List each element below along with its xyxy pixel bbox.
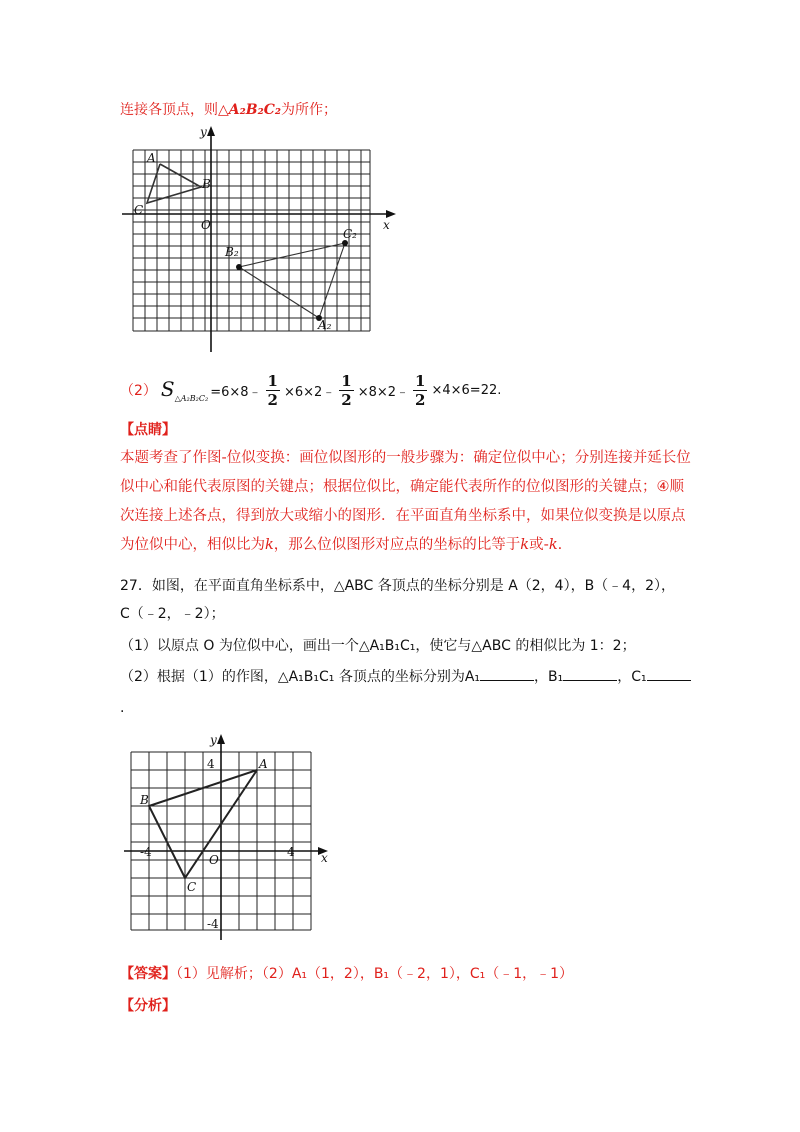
frac-den-2: 2 <box>341 390 352 409</box>
fraction-3 <box>413 372 427 409</box>
formula-s <box>161 377 208 403</box>
dianjing-l4c: 或- <box>529 537 549 553</box>
x-tick-4: 4 <box>287 845 295 859</box>
label-a-2: A <box>259 757 268 771</box>
q27-p2c: ，C₁ <box>617 669 647 685</box>
intro-prefix: 连接各顶点，则△ <box>120 102 229 118</box>
label-b2: B₂ <box>225 245 239 259</box>
x-tick-neg4: -4 <box>140 845 152 859</box>
frac-den-3: 2 <box>415 390 426 409</box>
origin-label-1: O <box>201 218 211 232</box>
analysis-title: 【分析】 <box>120 998 176 1014</box>
blank-c1[interactable] <box>647 666 691 681</box>
x-axis-arrow-icon <box>386 210 396 218</box>
dianjing-line-4 <box>120 531 700 560</box>
x-axis-label-2: x <box>321 851 328 865</box>
dianjing-paragraph <box>120 444 700 560</box>
q27-part-2 <box>120 666 691 687</box>
origin-label-2: O <box>209 853 219 867</box>
y-axis-arrow-icon <box>207 126 215 136</box>
formula-t0: =6×8﹣ <box>210 384 262 400</box>
formula-s-sub: △A₂B₂C₂ <box>174 394 209 403</box>
grid-lines-1 <box>133 150 370 331</box>
label-c2: C₂ <box>343 227 357 241</box>
blank-a1[interactable] <box>480 666 534 681</box>
answer-text: （1）见解析；（2）A₁（1，2），B₁（﹣2，1），C₁（﹣1，﹣1） <box>176 966 574 982</box>
label-b: B <box>202 177 211 191</box>
label-b-2: B <box>140 793 149 807</box>
dianjing-k-1: k <box>265 537 274 553</box>
y-tick-neg4: -4 <box>207 917 219 931</box>
y-axis-label-1: y <box>200 125 207 139</box>
dianjing-line-3: 次连接上述各点，得到放大或缩小的图形．在平面直角坐标系中，如果位似变换是以原点 <box>120 508 686 524</box>
intro-triangle: A₂B₂C₂ <box>228 102 282 118</box>
dianjing-line-2: 似中心和能代表原图的关键点；根据位似比，确定能代表所作的位似图形的关键点；④顺 <box>120 479 684 495</box>
formula-t3: ×4×6=22. <box>431 382 502 398</box>
q27-line-2: C（﹣2，﹣2）； <box>120 606 225 622</box>
frac-den-1: 2 <box>267 390 278 409</box>
q27-part-1: （1）以原点 O 为位似中心，画出一个△A₁B₁C₁，使它与△ABC 的相似比为 1：2； <box>120 638 636 654</box>
dianjing-k-2: k <box>520 537 530 553</box>
q27-p2b: ，B₁ <box>534 669 564 685</box>
dianjing-l4a: 为位似中心，相似比为 <box>120 537 265 553</box>
figure-grid-2 <box>120 728 340 943</box>
dianjing-l4d: . <box>557 537 563 553</box>
dianjing-title: 【点睛】 <box>120 422 176 438</box>
formula-part: （2） <box>120 383 157 399</box>
formula-t2: ×8×2﹣ <box>357 384 410 400</box>
dianjing-k-3: k <box>548 537 558 553</box>
q27-line-1: 27．如图，在平面直角坐标系中，△ABC 各顶点的坐标分别是 A（2，4），B（﹣4，2）， <box>120 578 676 594</box>
fraction-2 <box>339 372 353 409</box>
fraction-1 <box>266 372 280 409</box>
y-tick-4: 4 <box>207 757 215 771</box>
q27-dot: . <box>120 700 125 716</box>
label-c: C <box>134 203 144 217</box>
intro-line <box>120 100 337 120</box>
label-c-2: C <box>187 880 197 894</box>
frac-num-1: 1 <box>267 371 278 390</box>
figure-grid-1 <box>120 122 410 357</box>
formula-t1: ×6×2﹣ <box>283 384 336 400</box>
frac-num-2: 1 <box>341 371 352 390</box>
intro-suffix: 为所作； <box>281 102 338 118</box>
point-b2-dot <box>236 264 242 270</box>
answer-line <box>120 964 573 984</box>
q27-p2a: （2）根据（1）的作图，△A₁B₁C₁ 各顶点的坐标分别为A₁ <box>120 669 481 685</box>
label-a2: A₂ <box>318 318 332 332</box>
area-formula <box>120 368 501 412</box>
frac-num-3: 1 <box>415 371 426 390</box>
answer-title: 【答案】 <box>120 966 176 982</box>
y-axis-arrow-icon-2 <box>217 734 225 744</box>
triangle-a2b2c2 <box>239 243 345 318</box>
formula-s-letter: S <box>160 377 175 401</box>
blank-b1[interactable] <box>563 666 617 681</box>
x-axis-label-1: x <box>383 218 390 232</box>
dianjing-l4b: ，那么位似图形对应点的坐标的比等于 <box>273 537 521 553</box>
y-axis-label-2: y <box>210 733 217 747</box>
label-a: A <box>147 151 156 165</box>
dianjing-line-1: 本题考查了作图-位似变换：画位似图形的一般步骤为：确定位似中心；分别连接并延长位 <box>120 450 691 466</box>
